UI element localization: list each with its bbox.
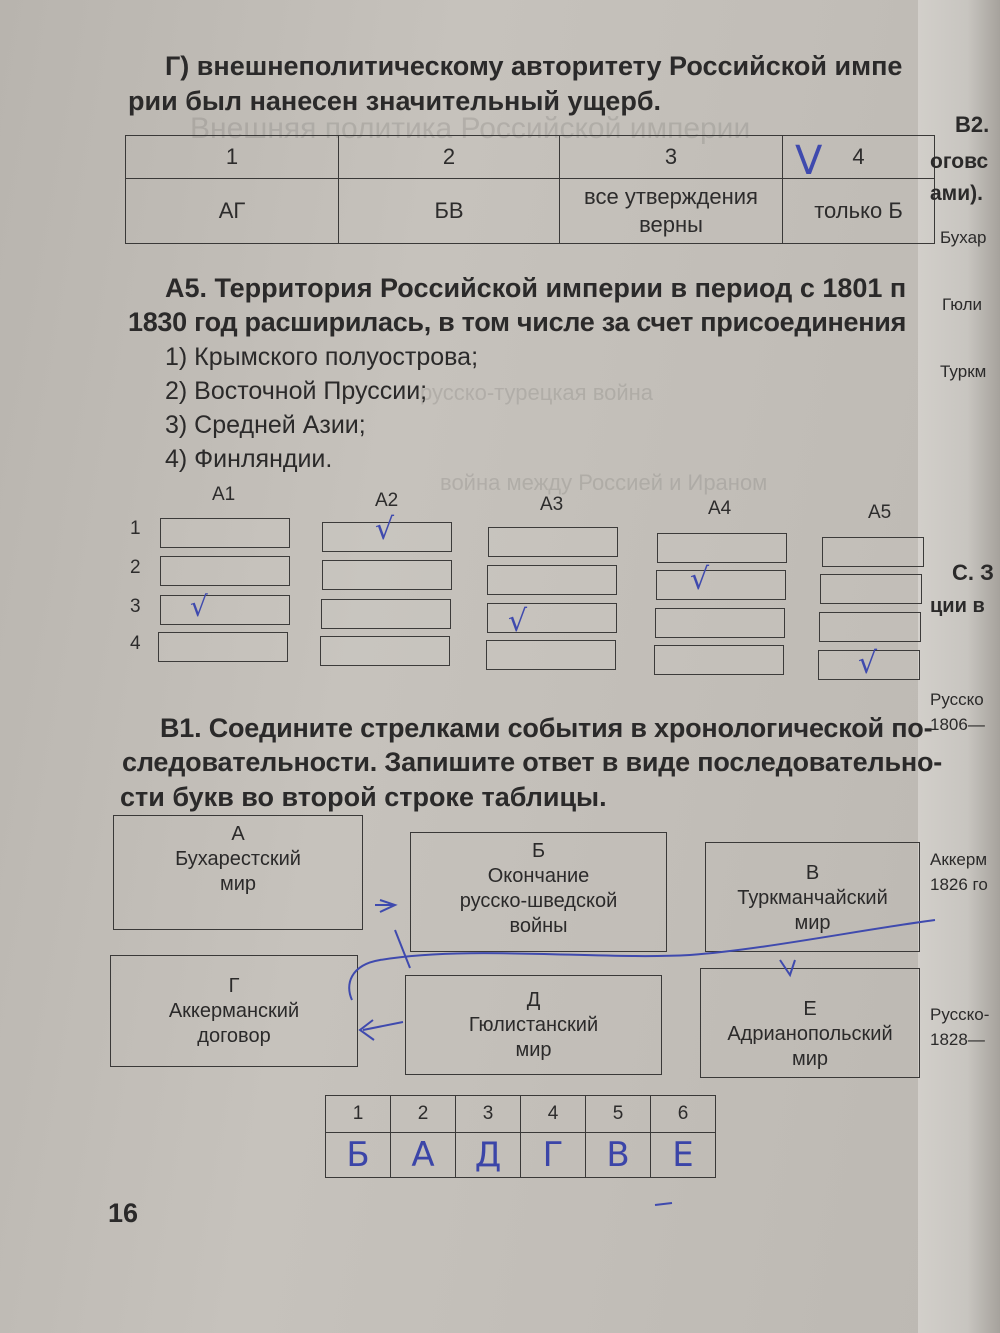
question-b1-cont: следовательности. Запишите ответ в виде последовательно-	[122, 747, 943, 777]
grid-row-label: 4	[130, 633, 141, 654]
text-line: Г) внешнеполитическому авторитету Российской импе	[165, 51, 903, 81]
right-page-text: 1828—	[930, 1030, 985, 1049]
grid-row-label: 2	[130, 557, 141, 578]
event-letter: В	[805, 862, 820, 884]
option: 2) Восточной Пруссии;	[165, 377, 428, 405]
right-page-text: С. З	[952, 560, 994, 585]
event-text: мир	[515, 1039, 552, 1061]
right-page-heading: В2.	[955, 112, 990, 137]
table-header-cell: 1	[326, 1096, 391, 1133]
grid-column-label: А5	[868, 502, 892, 523]
right-page-text: Туркм	[940, 362, 987, 381]
event-text: Окончание	[487, 865, 590, 887]
event-text: мир	[791, 1048, 829, 1070]
event-letter: Б	[531, 840, 546, 862]
answer-table-b1	[325, 1095, 716, 1178]
grid-column-label: А3	[540, 494, 564, 515]
event-text: войны	[509, 915, 568, 937]
handwritten-checkmark: √	[508, 604, 528, 639]
handwritten-answer[interactable]: Е	[651, 1133, 716, 1178]
right-page-text: Русско-	[930, 1005, 990, 1024]
table-header-cell: 1	[126, 136, 339, 179]
event-letter: Д	[526, 989, 541, 1011]
grid-column-label: А4	[708, 498, 732, 519]
show-through-text: русско-турецкая война	[420, 380, 654, 405]
show-through-text: Внешняя политика Российской империи	[190, 112, 751, 145]
right-page-text: 1806—	[930, 715, 985, 734]
table-cell: АГ	[126, 179, 339, 244]
option: 3) Средней Азии;	[165, 411, 366, 439]
right-page-text: ции в	[930, 595, 985, 617]
grid-row-label: 3	[130, 596, 141, 617]
grid-column-label: А2	[375, 490, 399, 511]
event-text: Аккерманский	[168, 1000, 300, 1022]
table-cell: БВ	[339, 179, 560, 244]
handwritten-answer[interactable]: Б	[326, 1133, 391, 1178]
right-page-text: Аккерм	[930, 850, 988, 869]
text-line: рии был нанесен значительный ущерб.	[128, 86, 661, 116]
handwritten-checkmark: V	[795, 138, 823, 184]
option: 4) Финляндии.	[165, 445, 333, 473]
table-header-cell: 6	[651, 1096, 716, 1133]
event-text: мир	[794, 912, 831, 934]
question-a5-cont: 1830 год расширилась, в том числе за счет присоединения	[128, 307, 907, 337]
handwritten-checkmark: √	[858, 646, 878, 681]
right-page-text: оговс	[930, 150, 989, 173]
handwritten-answer[interactable]: Г	[521, 1133, 586, 1178]
event-text: Бухарестский	[175, 848, 301, 870]
table-cell: только Б	[783, 179, 935, 244]
table-header-cell: 5	[586, 1096, 651, 1133]
event-letter: Г	[228, 975, 240, 997]
option: 1) Крымского полуострова;	[165, 343, 479, 371]
page-number: 16	[108, 1198, 139, 1228]
event-text: Адрианопольский	[727, 1023, 893, 1045]
handwritten-answer[interactable]: В	[586, 1133, 651, 1178]
event-text: договор	[197, 1025, 271, 1047]
event-text: мир	[219, 873, 257, 895]
right-page-text: Бухар	[940, 228, 987, 247]
table-header-cell: 3	[456, 1096, 521, 1133]
table-header-cell: 2	[339, 136, 560, 179]
table-header-cell: 4	[783, 136, 935, 179]
question-a5: А5. Территория Российской империи в период с 1801 п	[165, 273, 907, 303]
right-page-text: Русско	[930, 690, 984, 709]
handwritten-answer[interactable]: А	[391, 1133, 456, 1178]
handwritten-answer[interactable]: Д	[456, 1133, 521, 1178]
event-letter: А	[231, 823, 245, 845]
question-b1-cont: сти букв во второй строке таблицы.	[120, 782, 607, 812]
event-text: Туркманчайский	[737, 887, 888, 909]
event-text: Гюлистанский	[468, 1014, 599, 1036]
grid-column-label: А1	[212, 484, 236, 505]
event-text: русско-шведской	[459, 890, 618, 912]
grid-row-label: 1	[130, 518, 141, 539]
handwritten-checkmark: √	[375, 512, 395, 547]
table-cell: все утверждения верны	[560, 179, 783, 244]
table-header-cell: 2	[391, 1096, 456, 1133]
handwritten-checkmark: √	[690, 562, 710, 597]
right-page-text: Гюли	[942, 295, 983, 314]
question-b1: В1. Соедините стрелками события в хронологической по-	[160, 713, 933, 743]
table-header-cell: 3	[560, 136, 783, 179]
right-page-text: ами).	[930, 182, 983, 205]
right-page-text: 1826 го	[930, 875, 988, 894]
show-through-text: война между Россией и Ираном	[440, 470, 768, 495]
event-letter: Е	[803, 998, 817, 1020]
table-header-cell: 4	[521, 1096, 586, 1133]
handwritten-checkmark: √	[190, 590, 208, 623]
